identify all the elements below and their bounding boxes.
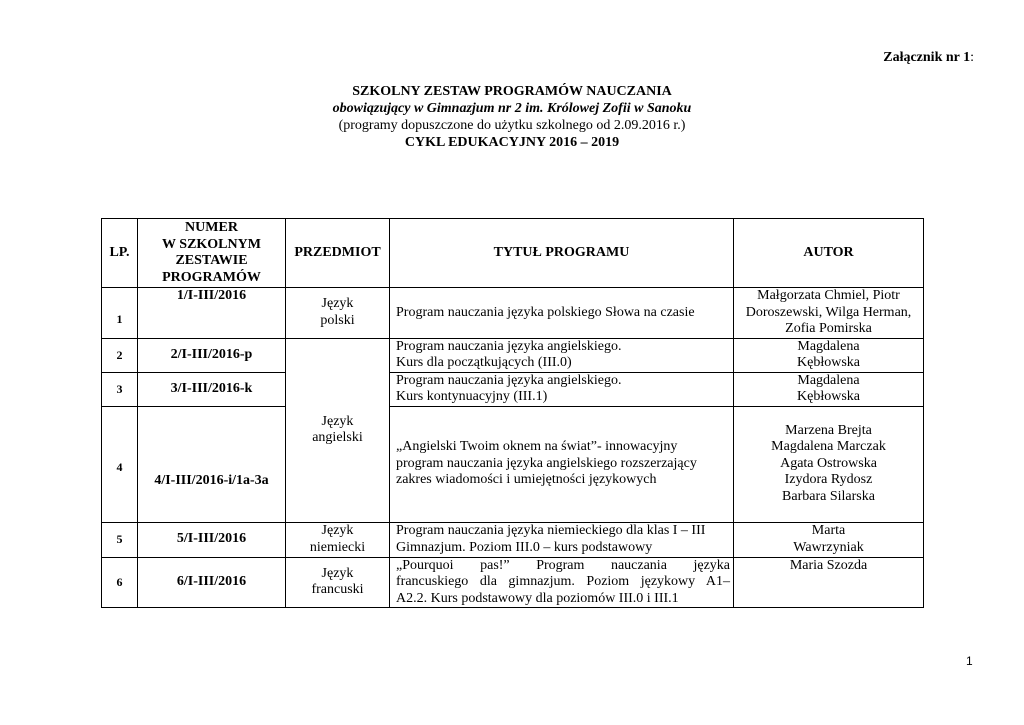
table-row	[102, 406, 924, 522]
row-subject-english: Język angielski	[286, 338, 390, 522]
row-number: 6/I-III/2016	[138, 557, 286, 608]
header-subject: PRZEDMIOT	[286, 219, 390, 288]
row-author: Magdalena Kębłowska	[734, 338, 924, 372]
row-lp: 6	[102, 557, 138, 608]
table-row	[102, 338, 924, 372]
annex-label: Załącznik nr 1:	[883, 50, 974, 65]
row-title: Program nauczania języka angielskiego. Kurs dla początkujących (III.0)	[390, 338, 734, 372]
row-lp: 3	[102, 372, 138, 406]
header-author: AUTOR	[734, 219, 924, 288]
table-row	[102, 288, 924, 339]
row-number: 2/I-III/2016-p	[138, 338, 286, 372]
row-author: Marta Wawrzyniak	[734, 522, 924, 557]
row-title: „Angielski Twoim oknem na świat”- innowacyjny program nauczania języka angielskiego rozszerzający zakres wiadomości i umiejętności językowych	[390, 406, 734, 522]
document-heading	[0, 83, 1024, 151]
row-title: „Pourquoi pas!” Program nauczania języka francuskiego dla gimnazjum. Poziom językowy A1– A2.2. Kurs podstawowy dla poziomów III.0 i III.1	[390, 557, 734, 608]
table-row	[102, 522, 924, 557]
table-row	[102, 557, 924, 608]
page-number: 1	[966, 654, 973, 668]
row-lp: 1	[102, 288, 138, 339]
row-title: Program nauczania języka niemieckiego dla klas I – III Gimnazjum. Poziom III.0 – kurs podstawowy	[390, 522, 734, 557]
row-number: 1/I-III/2016	[138, 288, 286, 339]
row-number: 3/I-III/2016-k	[138, 372, 286, 406]
row-author: Magdalena Kębłowska	[734, 372, 924, 406]
row-author: Marzena Brejta Magdalena Marczak Agata Ostrowska Izydora Rydosz Barbara Silarska	[734, 406, 924, 522]
heading-note: (programy dopuszczone do użytku szkolnego od 2.09.2016 r.)	[338, 118, 686, 133]
header-title: TYTUŁ PROGRAMU	[390, 219, 734, 288]
row-number: 5/I-III/2016	[138, 522, 286, 557]
row-number: 4/I-III/2016-i/1a-3a	[138, 406, 286, 522]
row-subject: Język niemiecki	[286, 522, 390, 557]
row-author: Maria Szozda	[734, 557, 924, 608]
header-lp: LP.	[102, 219, 138, 288]
programs-table	[101, 218, 924, 608]
row-author: Małgorzata Chmiel, Piotr Doroszewski, Wilga Herman, Zofia Pomirska	[734, 288, 924, 339]
heading-title: SZKOLNY ZESTAW PROGRAMÓW NAUCZANIA	[352, 84, 672, 99]
row-title: Program nauczania języka polskiego Słowa na czasie	[390, 288, 734, 339]
row-lp: 5	[102, 522, 138, 557]
row-lp: 2	[102, 338, 138, 372]
header-number: NUMER W SZKOLNYM ZESTAWIE PROGRAMÓW	[138, 219, 286, 288]
row-title: Program nauczania języka angielskiego. Kurs kontynuacyjny (III.1)	[390, 372, 734, 406]
heading-cycle: CYKL EDUKACYJNY 2016 – 2019	[404, 135, 620, 150]
row-lp: 4	[102, 406, 138, 522]
row-subject: Język francuski	[286, 557, 390, 608]
heading-school: obowiązujący w Gimnazjum nr 2 im. Królowej Zofii w Sanoku	[332, 101, 692, 116]
table-header-row	[102, 219, 924, 288]
row-subject: Język polski	[286, 288, 390, 339]
table-row	[102, 372, 924, 406]
